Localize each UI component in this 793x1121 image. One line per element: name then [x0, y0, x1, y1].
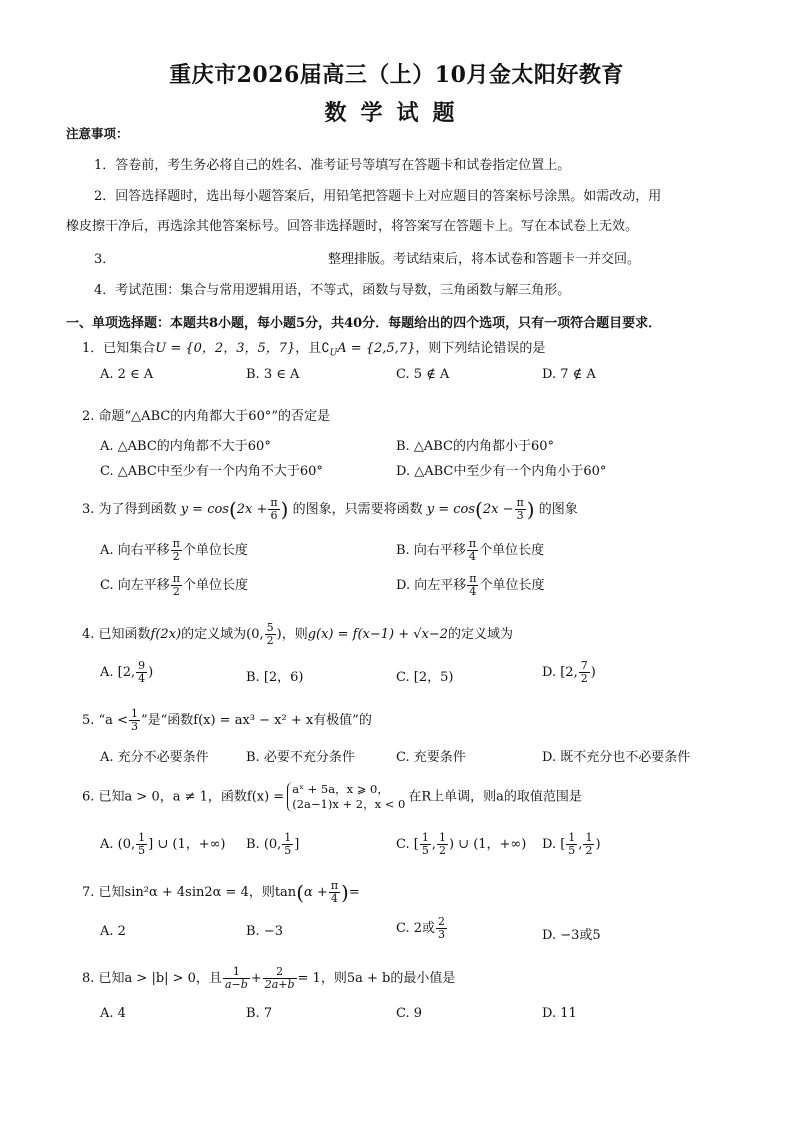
q2-option-b: B. △ABC的内角都小于60° — [396, 439, 554, 454]
q3-func-2: y = cos — [426, 502, 476, 517]
q8-option-c: C. 9 — [396, 1006, 423, 1021]
q1-option-c: C. 5 ∉ A — [396, 367, 450, 382]
q1-set-a: A = {2,5,7} — [337, 341, 416, 356]
q1-option-a: A. 2 ∈ A — [100, 367, 154, 382]
notice-item-3: 整理排版。考试结束后，将本试卷和答题卡一并交回。 — [328, 252, 641, 267]
q3-frac-pi-6: $\frac{\pi}{6}$ — [270, 496, 278, 522]
q3-func-1-arg: 2x + — [236, 502, 268, 517]
notice-item-1: 1．答卷前，考生务必将自己的姓名、准考证号等填写在答题卡和试卷指定位置上。 — [94, 158, 571, 173]
q1-stem-pre: 1．已知集合 — [82, 341, 156, 356]
q1-complement: ∁ — [321, 341, 330, 356]
q5-option-d: D. 既不充分也不必要条件 — [542, 750, 691, 765]
q8-option-b: B. 7 — [246, 1006, 273, 1021]
q3-func-2-arg: 2x − — [482, 502, 514, 517]
q1-set-u: U = {0，2，3，5，7} — [155, 341, 296, 356]
q4-option-b: B. [2，6) — [246, 670, 304, 685]
q2-option-c: C. △ABC中至少有一个内角不大于60° — [100, 464, 323, 479]
q3-option-c: C. 向左平移 $\frac{\pi}{2}$ 个单位长度 — [100, 572, 248, 598]
q1-option-b: B. 3 ∈ A — [246, 367, 300, 382]
q5-option-a: A. 充分不必要条件 — [100, 750, 209, 765]
q1-stem-post: ，则下列结论错误的是 — [415, 341, 546, 356]
q6-piecewise: aˣ + 5a，x ⩾ 0， (2a−1)x + 2，x < 0 — [287, 782, 405, 812]
question-8: 8. 已知a > |b| > 0，且 $\frac{1}{a-b}$ + $\frac{2}{2a+b}$ = 1，则5a + b的最小值是 — [82, 965, 456, 991]
q8-option-a: A. 4 — [100, 1006, 126, 1021]
q4-option-c: C. [2，5) — [396, 670, 454, 685]
section-heading: 一、单项选择题：本题共8小题，每小题5分，共40分．每题给出的四个选项，只有一项符合题目要求． — [66, 316, 662, 331]
q1-option-d: D. 7 ∉ A — [542, 367, 596, 382]
q2-option-d: D. △ABC中至少有一个内角小于60° — [396, 464, 607, 479]
q3-frac-pi-3: $\frac{\pi}{3}$ — [516, 496, 524, 522]
notice-item-2-cont: 橡皮擦干净后，再选涂其他答案标号。回答非选择题时，将答案写在答题卡上。写在本试卷上无效。 — [66, 219, 639, 234]
q5-option-b: B. 必要不充分条件 — [246, 750, 355, 765]
q3-option-b: B. 向右平移 $\frac{\pi}{4}$ 个单位长度 — [396, 537, 545, 563]
question-4: 4. 已知函数f(2x)的定义域为(0, $\frac{5}{2}$ )，则g(x) = f(x−1) + √x−2的定义域为 — [82, 621, 514, 647]
q3-func-1: y = cos — [180, 502, 229, 517]
q5-option-c: C. 充要条件 — [396, 750, 466, 765]
q6-option-a: A. (0, $\frac{1}{5}$ ] ∪ (1，+∞) — [100, 831, 226, 857]
question-2: 2. 命题“△ABC的内角都大于60°”的否定是 — [82, 409, 330, 424]
q3-stem-pre: 3. 为了得到函数 — [82, 502, 177, 517]
question-3: 3. 为了得到函数 y = cos(2x + $\frac{\pi}{6}$ ) 的图象，只需要将函数 y = cos(2x − $\frac{\pi}{3}$ ) 的图象 — [82, 496, 578, 522]
exam-subtitle: 数学试题 — [324, 100, 469, 126]
q7-option-c: C. 2或 $\frac{2}{3}$ — [396, 915, 446, 941]
question-6: 6. 已知a > 0，a ≠ 1，函数f(x) = aˣ + 5a，x ⩾ 0， (2a−1)x + 2，x < 0 在R上单调，则a的取值范围是 — [82, 782, 582, 811]
q8-option-d: D. 11 — [542, 1006, 577, 1021]
q2-option-a: A. △ABC的内角都不大于60° — [100, 439, 271, 454]
question-7: 7. 已知sin²α + 4sin2α = 4，则tan(α + $\frac{\pi}{4}$ )= — [82, 879, 360, 905]
exam-title: 重庆市2026届高三（上）10月金太阳好教育 — [169, 62, 624, 88]
q3-stem-post: 的图象 — [538, 502, 578, 517]
q3-stem-mid: 的图象，只需要将函数 — [292, 502, 423, 517]
q7-option-b: B. −3 — [246, 924, 283, 939]
q6-option-d: D. [ $\frac{1}{5}$ , $\frac{1}{2}$ ) — [542, 831, 601, 857]
q3-option-d: D. 向左平移 $\frac{\pi}{4}$ 个单位长度 — [396, 572, 545, 598]
q7-option-a: A. 2 — [100, 924, 126, 939]
notice-item-3-num: 3． — [94, 252, 116, 267]
q1-complement-sub: U — [329, 348, 338, 359]
question-5: 5. “a < $\frac{1}{3}$ ”是“函数f(x) = ax³ − x² + x有极值”的 — [82, 707, 372, 733]
notice-item-2: 2．回答选择题时，选出每小题答案后，用铅笔把答题卡上对应题目的答案标号涂黑。如需改动，用 — [94, 189, 662, 204]
q3-option-a: A. 向右平移 $\frac{\pi}{2}$ 个单位长度 — [100, 537, 248, 563]
question-1 — [82, 337, 545, 359]
q1-stem-mid: ，且 — [295, 341, 322, 356]
q4-option-a: A. [2, $\frac{9}{4}$ ) — [100, 659, 154, 685]
notice-heading: 注意事项： — [66, 126, 129, 141]
q7-option-d: D. −3或5 — [542, 928, 601, 943]
q6-option-c: C. [ $\frac{1}{5}$ , $\frac{1}{2}$ ) ∪ (1，+∞) — [396, 831, 527, 857]
q4-option-d: D. [2, $\frac{7}{2}$ ) — [542, 659, 596, 685]
notice-item-4: 4．考试范围：集合与常用逻辑用语，不等式，函数与导数，三角函数与解三角形。 — [94, 283, 571, 298]
q6-option-b: B. (0, $\frac{1}{5}$ ] — [246, 831, 300, 857]
